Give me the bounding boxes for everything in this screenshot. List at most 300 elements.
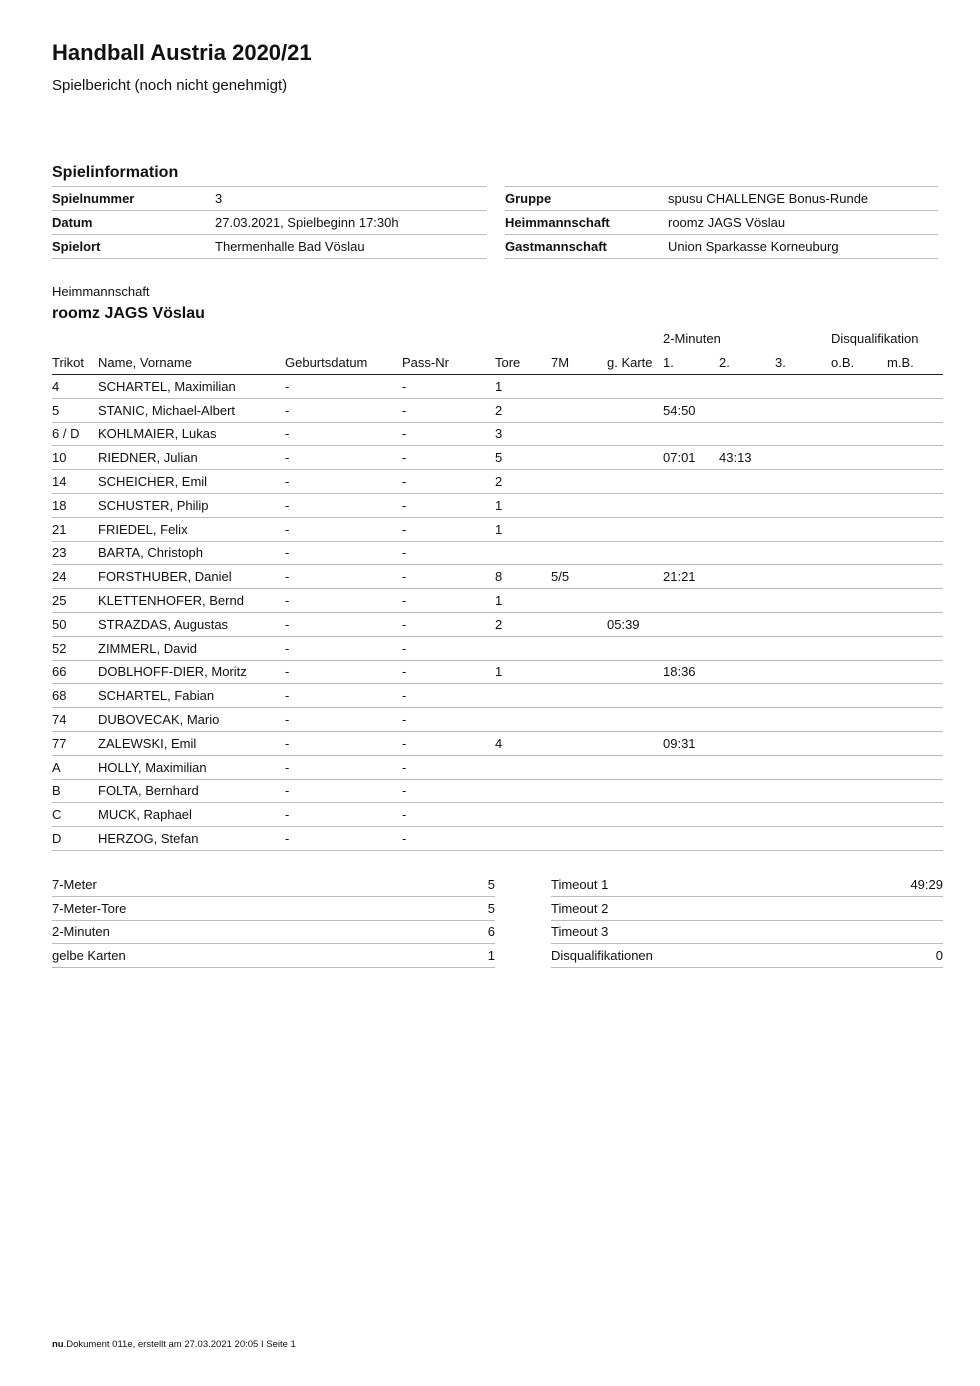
cell-disq-mb (887, 708, 943, 732)
cell-2min-3 (775, 375, 831, 399)
table-row (52, 422, 943, 446)
cell-2min-1 (663, 827, 719, 851)
cell-disq-ob (831, 422, 887, 446)
cell-trikot: C (52, 803, 98, 827)
cell-gelbe-karte (607, 398, 663, 422)
cell-disq-ob (831, 565, 887, 589)
cell-disq-ob (831, 827, 887, 851)
cell-pass-nr: - (402, 589, 495, 613)
cell-2min-2: 43:13 (719, 446, 775, 470)
cell-2min-1 (663, 422, 719, 446)
cell-2min-1 (663, 493, 719, 517)
cell-disq-ob (831, 684, 887, 708)
cell-trikot: 66 (52, 660, 98, 684)
table-row (52, 589, 943, 613)
cell-7m: 5/5 (551, 565, 607, 589)
cell-disq-mb (887, 612, 943, 636)
cell-disq-mb (887, 470, 943, 494)
cell-2min-2 (719, 398, 775, 422)
info-value: roomz JAGS Vöslau (668, 211, 938, 235)
cell-tore (495, 827, 551, 851)
cell-2min-2 (719, 470, 775, 494)
cell-gelbe-karte (607, 470, 663, 494)
cell-trikot: 25 (52, 589, 98, 613)
cell-disq-mb (887, 731, 943, 755)
cell-2min-3 (775, 517, 831, 541)
cell-tore: 1 (495, 375, 551, 399)
cell-pass-nr: - (402, 470, 495, 494)
cell-disq-mb (887, 589, 943, 613)
col-header-disq-ob: o.B. (831, 350, 887, 375)
cell-disq-ob (831, 803, 887, 827)
cell-tore: 2 (495, 398, 551, 422)
cell-7m (551, 755, 607, 779)
stats-value (863, 896, 943, 920)
cell-tore (495, 755, 551, 779)
cell-7m (551, 684, 607, 708)
cell-geburtsdatum: - (285, 827, 402, 851)
table-row (52, 636, 943, 660)
cell-tore (495, 803, 551, 827)
cell-name: BARTA, Christoph (98, 541, 285, 565)
cell-name: SCHARTEL, Fabian (98, 684, 285, 708)
info-row (52, 235, 486, 259)
cell-name: ZALEWSKI, Emil (98, 731, 285, 755)
cell-trikot: 50 (52, 612, 98, 636)
disqualification-group-header: Disqualifikation (831, 331, 919, 346)
cell-geburtsdatum: - (285, 565, 402, 589)
cell-tore: 1 (495, 517, 551, 541)
cell-disq-mb (887, 422, 943, 446)
cell-2min-1 (663, 470, 719, 494)
cell-trikot: 21 (52, 517, 98, 541)
cell-2min-2 (719, 375, 775, 399)
cell-2min-3 (775, 731, 831, 755)
cell-gelbe-karte (607, 755, 663, 779)
game-info-right-table (505, 186, 938, 259)
cell-2min-2 (719, 684, 775, 708)
cell-2min-3 (775, 541, 831, 565)
cell-trikot: 14 (52, 470, 98, 494)
cell-2min-2 (719, 541, 775, 565)
cell-geburtsdatum: - (285, 398, 402, 422)
table-row (52, 517, 943, 541)
cell-tore: 1 (495, 493, 551, 517)
cell-geburtsdatum: - (285, 541, 402, 565)
cell-pass-nr: - (402, 565, 495, 589)
cell-2min-3 (775, 684, 831, 708)
cell-trikot: A (52, 755, 98, 779)
game-info-left-table (52, 186, 486, 259)
info-value: Union Sparkasse Korneuburg (668, 235, 938, 259)
cell-7m (551, 398, 607, 422)
page-footer (52, 1339, 296, 1350)
cell-tore: 1 (495, 589, 551, 613)
cell-geburtsdatum: - (285, 589, 402, 613)
cell-disq-mb (887, 493, 943, 517)
cell-2min-1 (663, 803, 719, 827)
cell-trikot: 68 (52, 684, 98, 708)
cell-gelbe-karte (607, 779, 663, 803)
cell-disq-ob (831, 398, 887, 422)
cell-7m (551, 589, 607, 613)
info-row (52, 187, 486, 211)
cell-2min-1 (663, 541, 719, 565)
col-header-name: Name, Vorname (98, 350, 285, 375)
info-row (505, 235, 938, 259)
cell-2min-1 (663, 375, 719, 399)
footer-brand: nu (52, 1339, 64, 1350)
cell-2min-1: 09:31 (663, 731, 719, 755)
cell-2min-3 (775, 422, 831, 446)
cell-2min-3 (775, 779, 831, 803)
cell-tore: 3 (495, 422, 551, 446)
cell-2min-1 (663, 517, 719, 541)
cell-disq-mb (887, 446, 943, 470)
cell-2min-3 (775, 589, 831, 613)
cell-disq-ob (831, 493, 887, 517)
cell-pass-nr: - (402, 731, 495, 755)
team-label: Heimmannschaft (52, 284, 150, 299)
cell-trikot: 5 (52, 398, 98, 422)
cell-pass-nr: - (402, 708, 495, 732)
cell-pass-nr: - (402, 446, 495, 470)
col-header-geburtsdatum: Geburtsdatum (285, 350, 402, 375)
table-row (52, 470, 943, 494)
cell-geburtsdatum: - (285, 684, 402, 708)
col-header-gelbe-karte: g. Karte (607, 350, 663, 375)
cell-trikot: 4 (52, 375, 98, 399)
cell-tore (495, 541, 551, 565)
cell-name: FOLTA, Bernhard (98, 779, 285, 803)
cell-pass-nr: - (402, 517, 495, 541)
cell-name: HERZOG, Stefan (98, 827, 285, 851)
cell-disq-ob (831, 517, 887, 541)
cell-trikot: 74 (52, 708, 98, 732)
stats-row (551, 920, 943, 944)
cell-gelbe-karte (607, 493, 663, 517)
cell-2min-2 (719, 827, 775, 851)
info-value: Thermenhalle Bad Vöslau (215, 235, 486, 259)
stats-row (52, 873, 495, 896)
cell-disq-mb (887, 375, 943, 399)
cell-pass-nr: - (402, 827, 495, 851)
cell-7m (551, 827, 607, 851)
cell-pass-nr: - (402, 398, 495, 422)
cell-trikot: 24 (52, 565, 98, 589)
cell-geburtsdatum: - (285, 446, 402, 470)
info-value: 3 (215, 187, 486, 211)
cell-pass-nr: - (402, 779, 495, 803)
cell-disq-mb (887, 636, 943, 660)
table-row (52, 375, 943, 399)
table-row (52, 660, 943, 684)
cell-trikot: B (52, 779, 98, 803)
cell-pass-nr: - (402, 493, 495, 517)
info-row (505, 211, 938, 235)
stats-row (551, 896, 943, 920)
cell-2min-3 (775, 493, 831, 517)
document-title: Handball Austria 2020/21 (52, 40, 312, 65)
cell-name: FORSTHUBER, Daniel (98, 565, 285, 589)
cell-name: SCHEICHER, Emil (98, 470, 285, 494)
cell-disq-ob (831, 731, 887, 755)
cell-name: HOLLY, Maximilian (98, 755, 285, 779)
cell-trikot: 23 (52, 541, 98, 565)
cell-2min-2 (719, 779, 775, 803)
cell-tore: 2 (495, 470, 551, 494)
roster-table (52, 350, 943, 851)
cell-geburtsdatum: - (285, 636, 402, 660)
info-label: Heimmannschaft (505, 211, 668, 235)
table-row (52, 612, 943, 636)
table-row (52, 708, 943, 732)
cell-disq-mb (887, 541, 943, 565)
cell-7m (551, 446, 607, 470)
info-label: Gastmannschaft (505, 235, 668, 259)
cell-gelbe-karte (607, 660, 663, 684)
cell-tore: 8 (495, 565, 551, 589)
cell-7m (551, 422, 607, 446)
cell-name: FRIEDEL, Felix (98, 517, 285, 541)
cell-disq-ob (831, 708, 887, 732)
cell-2min-1 (663, 684, 719, 708)
cell-geburtsdatum: - (285, 612, 402, 636)
stats-row (52, 896, 495, 920)
stats-row (52, 944, 495, 968)
cell-disq-mb (887, 565, 943, 589)
cell-2min-1: 07:01 (663, 446, 719, 470)
cell-2min-1: 21:21 (663, 565, 719, 589)
cell-geburtsdatum: - (285, 422, 402, 446)
stats-value: 5 (415, 896, 495, 920)
cell-tore: 5 (495, 446, 551, 470)
footer-text: .Dokument 011e, erstellt am 27.03.2021 20:05 I Seite 1 (63, 1339, 296, 1350)
col-header-disq-mb: m.B. (887, 350, 943, 375)
cell-geburtsdatum: - (285, 375, 402, 399)
cell-2min-1 (663, 636, 719, 660)
cell-geburtsdatum: - (285, 708, 402, 732)
cell-disq-ob (831, 612, 887, 636)
col-header-7m: 7M (551, 350, 607, 375)
cell-2min-3 (775, 660, 831, 684)
stats-label: Timeout 2 (551, 896, 863, 920)
cell-2min-3 (775, 827, 831, 851)
cell-disq-ob (831, 470, 887, 494)
roster-header-row (52, 350, 943, 375)
cell-pass-nr: - (402, 755, 495, 779)
cell-7m (551, 470, 607, 494)
stats-label: 2-Minuten (52, 920, 415, 944)
cell-disq-ob (831, 755, 887, 779)
cell-pass-nr: - (402, 375, 495, 399)
cell-tore: 1 (495, 660, 551, 684)
stats-label: Timeout 1 (551, 873, 863, 896)
info-label: Datum (52, 211, 215, 235)
cell-2min-3 (775, 565, 831, 589)
cell-disq-ob (831, 660, 887, 684)
cell-2min-3 (775, 803, 831, 827)
stats-row (551, 944, 943, 968)
cell-2min-1: 54:50 (663, 398, 719, 422)
table-row (52, 684, 943, 708)
info-row (52, 211, 486, 235)
stats-label: gelbe Karten (52, 944, 415, 968)
cell-tore: 4 (495, 731, 551, 755)
stats-label: Timeout 3 (551, 920, 863, 944)
cell-pass-nr: - (402, 803, 495, 827)
cell-2min-3 (775, 470, 831, 494)
cell-2min-2 (719, 493, 775, 517)
stats-label: Disqualifikationen (551, 944, 863, 968)
stats-label: 7-Meter (52, 873, 415, 896)
cell-geburtsdatum: - (285, 517, 402, 541)
cell-gelbe-karte (607, 636, 663, 660)
team-name: roomz JAGS Vöslau (52, 305, 205, 322)
cell-7m (551, 612, 607, 636)
cell-name: KLETTENHOFER, Bernd (98, 589, 285, 613)
cell-gelbe-karte (607, 446, 663, 470)
col-header-2min-3: 3. (775, 350, 831, 375)
info-value: spusu CHALLENGE Bonus-Runde (668, 187, 938, 211)
table-row (52, 755, 943, 779)
cell-7m (551, 541, 607, 565)
cell-pass-nr: - (402, 684, 495, 708)
cell-pass-nr: - (402, 660, 495, 684)
table-row (52, 493, 943, 517)
stats-value: 6 (415, 920, 495, 944)
cell-2min-2 (719, 755, 775, 779)
cell-disq-mb (887, 827, 943, 851)
cell-name: KOHLMAIER, Lukas (98, 422, 285, 446)
cell-2min-3 (775, 636, 831, 660)
cell-disq-ob (831, 779, 887, 803)
stats-value (863, 920, 943, 944)
cell-2min-2 (719, 589, 775, 613)
cell-2min-1 (663, 755, 719, 779)
info-label: Gruppe (505, 187, 668, 211)
info-label: Spielort (52, 235, 215, 259)
col-header-2min-1: 1. (663, 350, 719, 375)
cell-2min-1: 18:36 (663, 660, 719, 684)
cell-gelbe-karte (607, 565, 663, 589)
col-header-pass-nr: Pass-Nr (402, 350, 495, 375)
col-header-trikot: Trikot (52, 350, 98, 375)
cell-7m (551, 708, 607, 732)
stats-value: 49:29 (863, 873, 943, 896)
cell-name: SCHARTEL, Maximilian (98, 375, 285, 399)
stats-value: 1 (415, 944, 495, 968)
cell-7m (551, 779, 607, 803)
cell-name: DOBLHOFF-DIER, Moritz (98, 660, 285, 684)
cell-2min-1 (663, 589, 719, 613)
cell-2min-2 (719, 731, 775, 755)
cell-7m (551, 493, 607, 517)
cell-2min-2 (719, 708, 775, 732)
cell-trikot: 18 (52, 493, 98, 517)
cell-disq-mb (887, 398, 943, 422)
cell-2min-2 (719, 803, 775, 827)
cell-disq-mb (887, 779, 943, 803)
cell-2min-3 (775, 398, 831, 422)
cell-disq-mb (887, 803, 943, 827)
col-header-2min-2: 2. (719, 350, 775, 375)
cell-name: STRAZDAS, Augustas (98, 612, 285, 636)
section-title-spielinformation: Spielinformation (52, 164, 179, 181)
cell-geburtsdatum: - (285, 493, 402, 517)
cell-tore (495, 684, 551, 708)
stats-right-table (551, 873, 943, 968)
document-subtitle: Spielbericht (noch nicht genehmigt) (52, 77, 288, 94)
cell-name: STANIC, Michael-Albert (98, 398, 285, 422)
cell-disq-ob (831, 541, 887, 565)
cell-tore: 2 (495, 612, 551, 636)
table-row (52, 446, 943, 470)
cell-gelbe-karte (607, 422, 663, 446)
info-row (505, 187, 938, 211)
cell-gelbe-karte (607, 684, 663, 708)
cell-7m (551, 731, 607, 755)
table-row (52, 731, 943, 755)
col-header-tore: Tore (495, 350, 551, 375)
cell-2min-2 (719, 422, 775, 446)
cell-7m (551, 660, 607, 684)
cell-7m (551, 636, 607, 660)
cell-disq-mb (887, 755, 943, 779)
cell-geburtsdatum: - (285, 731, 402, 755)
cell-gelbe-karte (607, 375, 663, 399)
cell-7m (551, 375, 607, 399)
cell-2min-2 (719, 612, 775, 636)
cell-tore (495, 779, 551, 803)
cell-gelbe-karte (607, 708, 663, 732)
cell-geburtsdatum: - (285, 803, 402, 827)
cell-pass-nr: - (402, 541, 495, 565)
cell-2min-1 (663, 779, 719, 803)
cell-gelbe-karte: 05:39 (607, 612, 663, 636)
cell-trikot: 52 (52, 636, 98, 660)
cell-geburtsdatum: - (285, 779, 402, 803)
cell-2min-2 (719, 517, 775, 541)
cell-2min-1 (663, 612, 719, 636)
table-row (52, 541, 943, 565)
table-row (52, 565, 943, 589)
cell-disq-ob (831, 446, 887, 470)
cell-gelbe-karte (607, 517, 663, 541)
cell-2min-3 (775, 708, 831, 732)
cell-trikot: 77 (52, 731, 98, 755)
cell-tore (495, 636, 551, 660)
cell-2min-2 (719, 660, 775, 684)
stats-value: 0 (863, 944, 943, 968)
cell-geburtsdatum: - (285, 660, 402, 684)
cell-pass-nr: - (402, 636, 495, 660)
stats-row (52, 920, 495, 944)
cell-disq-mb (887, 684, 943, 708)
cell-trikot: 6 / D (52, 422, 98, 446)
cell-2min-3 (775, 755, 831, 779)
info-value: 27.03.2021, Spielbeginn 17:30h (215, 211, 486, 235)
cell-7m (551, 803, 607, 827)
cell-disq-ob (831, 375, 887, 399)
cell-gelbe-karte (607, 827, 663, 851)
cell-name: SCHUSTER, Philip (98, 493, 285, 517)
table-row (52, 398, 943, 422)
cell-name: MUCK, Raphael (98, 803, 285, 827)
cell-name: DUBOVECAK, Mario (98, 708, 285, 732)
table-row (52, 803, 943, 827)
cell-pass-nr: - (402, 612, 495, 636)
